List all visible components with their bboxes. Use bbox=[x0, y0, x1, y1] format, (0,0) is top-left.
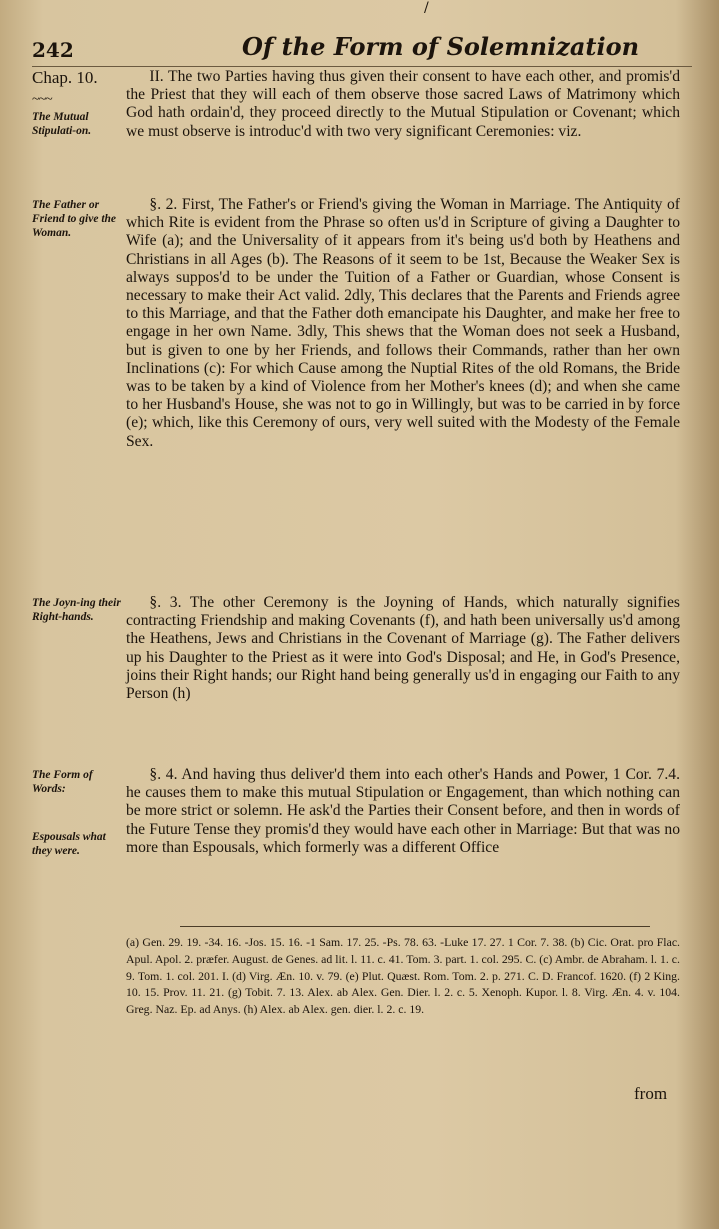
paragraph-text: §. 4. And having thus deliver'd them into each other's Hands and Power, 1 Cor. 7.4. he causes them to make this mutual Stipulation or Engagement, than which nothing can be more strict or solemn. He ask'd the Parties their Consent before, and then in words of the Future Tense they promis'd they would have each other in Marriage: But that was no more than Espousals, which formerly was a different Office bbox=[126, 766, 680, 856]
paragraph-joyning-hands bbox=[126, 594, 680, 703]
paragraph-text: II. The two Parties having thus given their consent to have each other, and promis'd the Priest that they will each of them observe those sacred Laws of Matrimony which God hath ordain'd, they proceed directly to the Mutual Stipulation or Covenant; which we must observe is introduc'd with two very significant Ceremonies: viz. bbox=[126, 68, 680, 140]
header-rule bbox=[32, 66, 692, 67]
margin-note-form-of-words: The Form of Words: bbox=[32, 769, 93, 795]
running-title: Of the Form of Solemnization bbox=[242, 32, 640, 61]
paragraph-mutual-stipulation bbox=[126, 68, 680, 141]
catchword: from bbox=[634, 1084, 668, 1103]
footnotes: (a) Gen. 29. 19. -34. 16. -Jos. 15. 16. -1 Sam. 17. 25. -Ps. 78. 63. -Luke 17. 27. 1 Cor. 7. 38. (b) Cic. Orat. pro Flac. Apul. Apol. 2. præfer. August. de Genes. ad lit. l. 11. c. 41. Tom. 3. part. 1. col. 295. C. (c) Ambr. de Abraham. l. 1. c. 9. Tom. 1. col. 201. I. (d) Virg. Æn. 10. v. 79. (e) Plut. Quæst. Rom. Tom. 2. p. 271. C. D. Francof. 1620. (f) 2 King. 10. 15. Prov. 11. 21. (g) Tobit. 7. 13. Alex. ab Alex. Gen. Dier. l. 2. c. 5. Xenoph. Kupor. l. 8. Virg. Æn. 4. v. 104. Greg. Naz. Ep. ad Anys. (h) Alex. ab Alex. gen. dier. l. 2. c. 19. bbox=[126, 935, 680, 1017]
paragraph-text: §. 3. The other Ceremony is the Joyning of Hands, which naturally signifies contracting Friendship and making Covenants (f), and hath been universally us'd among the Heathens, Jews and Christians in the Covenant of Marriage (g). The Father delivers up his Daughter to the Priest as it were into God's Disposal; and He, in God's Presence, joins their Right hands; our Right hand being generally us'd in engaging our Faith to any Person (h) bbox=[126, 594, 680, 703]
margin-note-espousals: Espousals what they were. bbox=[32, 831, 106, 857]
page-header bbox=[32, 32, 692, 66]
paragraph-father-giving bbox=[126, 196, 680, 451]
footnote-rule bbox=[180, 926, 650, 927]
chapter-marker: Chap. 10. bbox=[32, 68, 98, 87]
margin-note-father-giving: The Father or Friend to give the Woman. bbox=[32, 199, 117, 239]
ornament-icon: ~~~ bbox=[32, 92, 52, 107]
page-number: 242 bbox=[32, 38, 74, 62]
paragraph-text: §. 2. First, The Father's or Friend's giving the Woman in Marriage. The Antiquity of which Rite is evident from the Phrase so often us'd in Scripture of giving a Daughter to Wife (a); and the Universality of it appears from it's being us'd both by Heathens and Christians in all Ages (b). The Reasons of it seem to be 1st, Because the Weaker Sex is always suppos'd to be under the Tuition of a Father or Guardian, whose Consent is necessary to make their Act valid. 2dly, This declares that the Parents and Friends agree to this Marriage, and that the Father doth emancipate his Daughter, and make her free to engage in her own Name. 3dly, This shews that the Woman does not seek a Husband, but is given to one by her Friends, and follows their Commands, rather than her own Inclinations (c): For which Cause among the Nuptial Rites of the old Romans, the Bride was to be taken by a kind of Violence from her Mother's knees (d); and when she came to her Husband's House, she was not to go in Willingly, but was to be carried in by force (e); which, like this Ceremony of ours, very well suited with the Modesty of the Female Sex. bbox=[126, 196, 680, 450]
margin-note-joyning-hands: The Joyn-ing their Right-hands. bbox=[32, 597, 121, 623]
page-tick-mark: / bbox=[424, 0, 429, 16]
paragraph-form-of-words bbox=[126, 766, 680, 857]
margin-note-mutual-stipulation: The Mutual Stipulati-on. bbox=[32, 111, 92, 137]
